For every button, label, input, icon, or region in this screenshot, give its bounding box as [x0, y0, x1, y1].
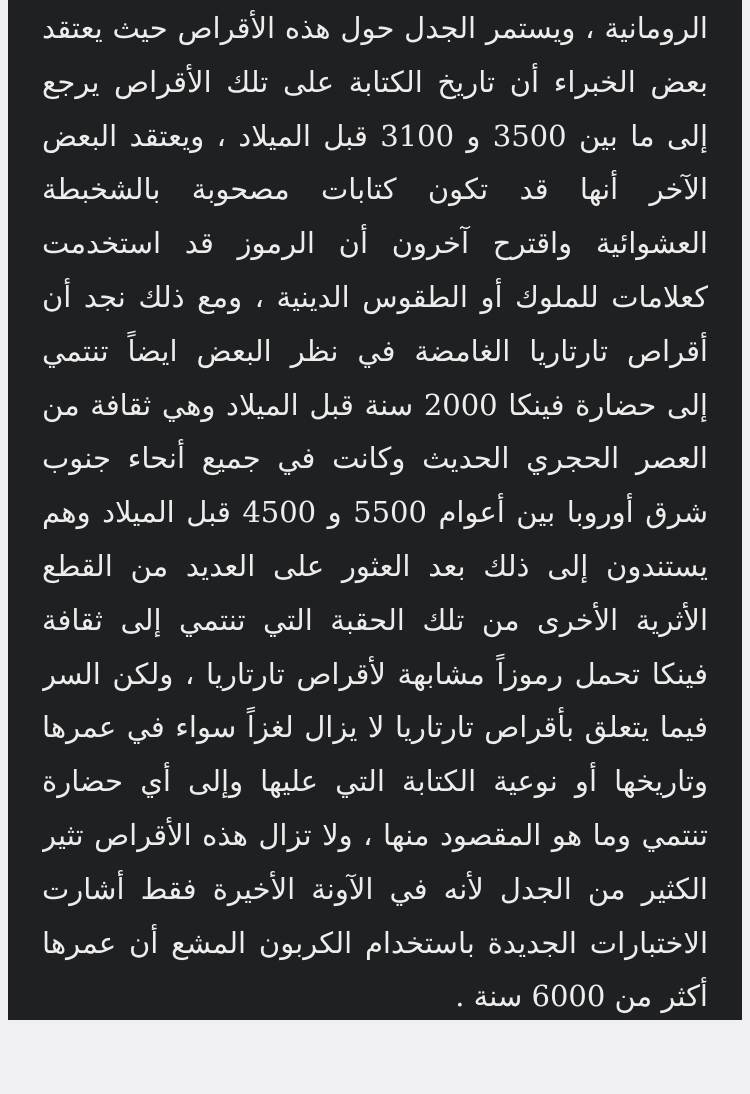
text-line: بعض الخبراء أن تاريخ الكتابة على تلك الأقراص يرجع — [42, 64, 708, 99]
text-line: فينكا تحمل رموزاً مشابهة لأقراص تارتاريا ، ولكن السر — [42, 656, 708, 691]
text-line: الاختبارات الجديدة باستخدام الكربون المشع أن عمرها — [42, 925, 708, 960]
text-line: العصر الحجري الحديث وكانت في جميع أنحاء جنوب — [42, 441, 708, 476]
text-line: وتاريخها أو نوعية الكتابة التي عليها وإلى أي حضارة — [42, 764, 708, 799]
text-line-last: أكثر من 6000 سنة . — [455, 979, 708, 1014]
text-line: يستندون إلى ذلك بعد العثور على العديد من القطع — [42, 548, 708, 583]
text-line: إلى حضارة فينكا 2000 سنة قبل الميلاد وهي ثقافة من — [42, 387, 708, 422]
text-line: إلى ما بين 3500 و 3100 قبل الميلاد ، ويعتقد البعض — [42, 118, 708, 153]
text-line: شرق أوروبا بين أعوام 5500 و 4500 قبل الميلاد وهم — [42, 495, 708, 530]
text-line: الأثرية الأخرى من تلك الحقبة التي تنتمي إلى ثقافة — [42, 602, 708, 637]
text-line: كعلامات للملوك أو الطقوس الدينية ، ومع ذلك نجد أن — [42, 279, 708, 314]
text-line: تنتمي وما هو المقصود منها ، ولا تزال هذه الأقراص تثير — [42, 817, 708, 852]
text-line: الكثير من الجدل لأنه في الآونة الأخيرة فقط أشارت — [42, 871, 708, 906]
text-line: الآخر أنها قد تكون كتابات مصحوبة بالشخبطة — [42, 172, 708, 207]
text-line: الرومانية ، ويستمر الجدل حول هذه الأقراص حيث يعتقد — [42, 11, 708, 45]
article-text-panel — [8, 0, 742, 1020]
article-paragraph — [42, 2, 708, 1020]
text-line: فيما يتعلق بأقراص تارتاريا لا يزال لغزاً سواء في عمرها — [42, 710, 708, 745]
text-line: أقراص تارتاريا الغامضة في نظر البعض ايضاً تنتمي — [42, 333, 708, 368]
text-line: العشوائية واقترح آخرون أن الرموز قد استخدمت — [42, 226, 708, 261]
